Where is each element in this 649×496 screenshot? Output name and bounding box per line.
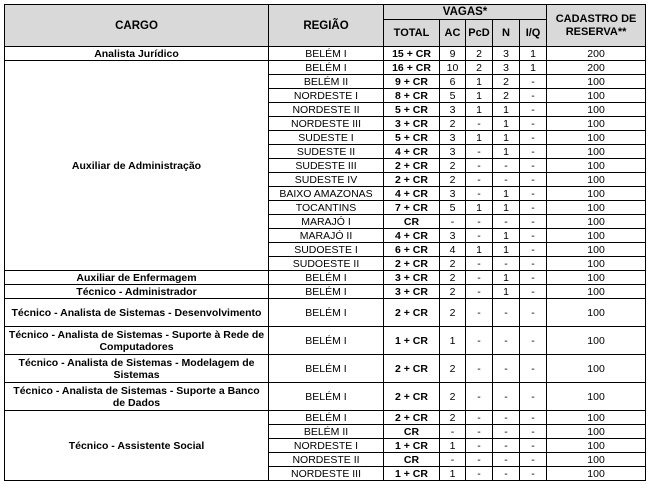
ac-cell: 2	[440, 299, 466, 327]
total-cell: 3 + CR	[384, 271, 440, 285]
cadastro-reserva-cell: 100	[547, 467, 646, 481]
ac-cell: 1	[440, 327, 466, 355]
total-cell: 3 + CR	[384, 285, 440, 299]
table-row	[5, 271, 646, 285]
cargo-cell: Técnico - Analista de Sistemas - Suporte a Banco de Dados	[5, 383, 269, 411]
cadastro-reserva-cell: 100	[547, 117, 646, 131]
cargo-cell: Técnico - Analista de Sistemas - Suporte à Rede de Computadores	[5, 327, 269, 355]
n-cell: 1	[493, 103, 520, 117]
regiao-cell: BELÉM I	[269, 383, 384, 411]
regiao-cell: NORDESTE II	[269, 103, 384, 117]
iq-cell: -	[520, 355, 547, 383]
n-cell: 1	[493, 243, 520, 257]
ac-cell: 2	[440, 355, 466, 383]
cargo-cell: Analista Jurídico	[5, 47, 269, 61]
n-cell: -	[493, 411, 520, 425]
ac-cell: 2	[440, 173, 466, 187]
pcd-cell: -	[466, 439, 493, 453]
pcd-cell: -	[466, 383, 493, 411]
iq-cell: -	[520, 117, 547, 131]
total-cell: 2 + CR	[384, 411, 440, 425]
cargo-cell: Auxiliar de Enfermagem	[5, 271, 269, 285]
total-cell: 1 + CR	[384, 467, 440, 481]
regiao-cell: SUDESTE II	[269, 145, 384, 159]
ac-cell: 5	[440, 89, 466, 103]
cadastro-reserva-cell: 100	[547, 131, 646, 145]
iq-cell: -	[520, 411, 547, 425]
iq-cell: -	[520, 75, 547, 89]
n-cell: -	[493, 355, 520, 383]
n-cell: 1	[493, 187, 520, 201]
cadastro-reserva-cell: 100	[547, 271, 646, 285]
iq-cell: -	[520, 103, 547, 117]
regiao-cell: NORDESTE I	[269, 89, 384, 103]
cadastro-reserva-cell: 200	[547, 47, 646, 61]
ac-cell: 3	[440, 187, 466, 201]
n-cell: 1	[493, 117, 520, 131]
regiao-cell: SUDESTE IV	[269, 173, 384, 187]
total-cell: 7 + CR	[384, 201, 440, 215]
n-cell: 1	[493, 285, 520, 299]
pcd-cell: -	[466, 145, 493, 159]
pcd-cell: -	[466, 355, 493, 383]
cadastro-reserva-cell: 100	[547, 327, 646, 355]
cadastro-reserva-cell: 100	[547, 439, 646, 453]
cadastro-reserva-cell: 100	[547, 103, 646, 117]
iq-cell: -	[520, 173, 547, 187]
iq-cell: -	[520, 215, 547, 229]
pcd-cell: -	[466, 285, 493, 299]
cadastro-reserva-cell: 100	[547, 383, 646, 411]
cadastro-reserva-cell: 100	[547, 159, 646, 173]
pcd-cell: -	[466, 467, 493, 481]
total-cell: 8 + CR	[384, 89, 440, 103]
pcd-cell: 2	[466, 47, 493, 61]
table-row	[5, 355, 646, 383]
header-iq: I/Q	[520, 20, 547, 47]
cadastro-reserva-cell: 100	[547, 229, 646, 243]
iq-cell: -	[520, 425, 547, 439]
ac-cell: 1	[440, 467, 466, 481]
table-body	[5, 47, 646, 481]
ac-cell: 2	[440, 411, 466, 425]
total-cell: 15 + CR	[384, 47, 440, 61]
n-cell: -	[493, 467, 520, 481]
pcd-cell: 1	[466, 89, 493, 103]
cadastro-reserva-cell: 100	[547, 285, 646, 299]
total-cell: 4 + CR	[384, 229, 440, 243]
regiao-cell: TOCANTINS	[269, 201, 384, 215]
regiao-cell: BAIXO AMAZONAS	[269, 187, 384, 201]
total-cell: 4 + CR	[384, 187, 440, 201]
ac-cell: -	[440, 453, 466, 467]
pcd-cell: -	[466, 159, 493, 173]
pcd-cell: -	[466, 327, 493, 355]
cadastro-reserva-cell: 100	[547, 145, 646, 159]
n-cell: 1	[493, 201, 520, 215]
pcd-cell: 1	[466, 243, 493, 257]
regiao-cell: BELÉM I	[269, 327, 384, 355]
cadastro-reserva-cell: 100	[547, 89, 646, 103]
header-cadastro-reserva: CADASTRO DE RESERVA**	[547, 5, 646, 47]
n-cell: 1	[493, 145, 520, 159]
regiao-cell: NORDESTE III	[269, 467, 384, 481]
total-cell: 2 + CR	[384, 159, 440, 173]
table-row	[5, 383, 646, 411]
ac-cell: 5	[440, 201, 466, 215]
cargo-cell: Técnico - Analista de Sistemas - Desenvolvimento	[5, 299, 269, 327]
total-cell: CR	[384, 453, 440, 467]
regiao-cell: NORDESTE III	[269, 117, 384, 131]
regiao-cell: BELÉM I	[269, 411, 384, 425]
header-regiao: REGIÃO	[269, 5, 384, 47]
regiao-cell: SUDESTE I	[269, 131, 384, 145]
total-cell: 6 + CR	[384, 243, 440, 257]
ac-cell: 2	[440, 383, 466, 411]
ac-cell: -	[440, 215, 466, 229]
total-cell: 16 + CR	[384, 61, 440, 75]
iq-cell: -	[520, 201, 547, 215]
pcd-cell: -	[466, 229, 493, 243]
regiao-cell: BELÉM I	[269, 271, 384, 285]
n-cell: 1	[493, 229, 520, 243]
pcd-cell: -	[466, 257, 493, 271]
cadastro-reserva-cell: 100	[547, 453, 646, 467]
regiao-cell: BELÉM I	[269, 285, 384, 299]
n-cell: 2	[493, 89, 520, 103]
n-cell: -	[493, 299, 520, 327]
regiao-cell: MARAJÓ I	[269, 215, 384, 229]
iq-cell: -	[520, 453, 547, 467]
total-cell: 2 + CR	[384, 355, 440, 383]
cadastro-reserva-cell: 100	[547, 257, 646, 271]
cadastro-reserva-cell: 100	[547, 215, 646, 229]
cadastro-reserva-cell: 100	[547, 173, 646, 187]
ac-cell: 3	[440, 103, 466, 117]
cargo-cell: Auxiliar de Administração	[5, 61, 269, 271]
ac-cell: -	[440, 425, 466, 439]
iq-cell: -	[520, 187, 547, 201]
total-cell: 5 + CR	[384, 103, 440, 117]
cadastro-reserva-cell: 100	[547, 201, 646, 215]
total-cell: 1 + CR	[384, 327, 440, 355]
table-row	[5, 327, 646, 355]
iq-cell: -	[520, 89, 547, 103]
pcd-cell: -	[466, 453, 493, 467]
n-cell: -	[493, 383, 520, 411]
n-cell: 2	[493, 75, 520, 89]
regiao-cell: BELÉM I	[269, 299, 384, 327]
total-cell: 3 + CR	[384, 117, 440, 131]
cadastro-reserva-cell: 100	[547, 299, 646, 327]
cadastro-reserva-cell: 100	[547, 355, 646, 383]
pcd-cell: -	[466, 411, 493, 425]
vacancy-table-container	[4, 4, 646, 481]
table-row	[5, 47, 646, 61]
total-cell: 2 + CR	[384, 299, 440, 327]
regiao-cell: NORDESTE II	[269, 453, 384, 467]
ac-cell: 2	[440, 257, 466, 271]
table-row	[5, 299, 646, 327]
pcd-cell: 1	[466, 201, 493, 215]
total-cell: CR	[384, 425, 440, 439]
n-cell: -	[493, 173, 520, 187]
total-cell: 2 + CR	[384, 383, 440, 411]
regiao-cell: BELÉM II	[269, 425, 384, 439]
iq-cell: 1	[520, 47, 547, 61]
iq-cell: -	[520, 439, 547, 453]
pcd-cell: -	[466, 425, 493, 439]
total-cell: 2 + CR	[384, 173, 440, 187]
pcd-cell: 2	[466, 61, 493, 75]
ac-cell: 3	[440, 145, 466, 159]
header-ac: AC	[440, 20, 466, 47]
table-row	[5, 285, 646, 299]
vacancy-table	[4, 4, 646, 481]
total-cell: 9 + CR	[384, 75, 440, 89]
header-cargo: CARGO	[5, 5, 269, 47]
iq-cell: -	[520, 229, 547, 243]
total-cell: 4 + CR	[384, 145, 440, 159]
header-vagas: VAGAS*	[384, 5, 547, 20]
n-cell: 1	[493, 131, 520, 145]
iq-cell: -	[520, 145, 547, 159]
iq-cell: -	[520, 285, 547, 299]
iq-cell: -	[520, 257, 547, 271]
total-cell: CR	[384, 215, 440, 229]
header-total: TOTAL	[384, 20, 440, 47]
iq-cell: -	[520, 383, 547, 411]
cadastro-reserva-cell: 100	[547, 75, 646, 89]
header-n: N	[493, 20, 520, 47]
cadastro-reserva-cell: 100	[547, 243, 646, 257]
regiao-cell: BELÉM I	[269, 355, 384, 383]
n-cell: -	[493, 439, 520, 453]
n-cell: -	[493, 257, 520, 271]
n-cell: -	[493, 159, 520, 173]
header-pcd: PcD	[466, 20, 493, 47]
ac-cell: 1	[440, 439, 466, 453]
iq-cell: 1	[520, 61, 547, 75]
iq-cell: -	[520, 131, 547, 145]
pcd-cell: 1	[466, 75, 493, 89]
ac-cell: 6	[440, 75, 466, 89]
cargo-cell: Técnico - Analista de Sistemas - Modelagem de Sistemas	[5, 355, 269, 383]
iq-cell: -	[520, 467, 547, 481]
n-cell: 1	[493, 271, 520, 285]
ac-cell: 2	[440, 117, 466, 131]
iq-cell: -	[520, 271, 547, 285]
regiao-cell: BELÉM I	[269, 61, 384, 75]
cargo-cell: Técnico - Assistente Social	[5, 411, 269, 481]
n-cell: -	[493, 327, 520, 355]
regiao-cell: NORDESTE I	[269, 439, 384, 453]
ac-cell: 4	[440, 243, 466, 257]
total-cell: 1 + CR	[384, 439, 440, 453]
pcd-cell: 1	[466, 103, 493, 117]
pcd-cell: -	[466, 215, 493, 229]
table-row	[5, 61, 646, 75]
n-cell: -	[493, 425, 520, 439]
n-cell: 3	[493, 61, 520, 75]
total-cell: 5 + CR	[384, 131, 440, 145]
regiao-cell: BELÉM II	[269, 75, 384, 89]
iq-cell: -	[520, 243, 547, 257]
regiao-cell: SUDOESTE I	[269, 243, 384, 257]
cadastro-reserva-cell: 200	[547, 61, 646, 75]
total-cell: 2 + CR	[384, 257, 440, 271]
n-cell: -	[493, 215, 520, 229]
n-cell: 3	[493, 47, 520, 61]
n-cell: -	[493, 453, 520, 467]
ac-cell: 2	[440, 159, 466, 173]
iq-cell: -	[520, 327, 547, 355]
ac-cell: 2	[440, 271, 466, 285]
cadastro-reserva-cell: 100	[547, 187, 646, 201]
ac-cell: 3	[440, 229, 466, 243]
regiao-cell: MARAJÓ II	[269, 229, 384, 243]
cadastro-reserva-cell: 100	[547, 411, 646, 425]
cargo-cell: Técnico - Administrador	[5, 285, 269, 299]
iq-cell: -	[520, 159, 547, 173]
ac-cell: 10	[440, 61, 466, 75]
pcd-cell: -	[466, 187, 493, 201]
cadastro-reserva-cell: 100	[547, 425, 646, 439]
pcd-cell: -	[466, 271, 493, 285]
ac-cell: 9	[440, 47, 466, 61]
regiao-cell: SUDOESTE II	[269, 257, 384, 271]
pcd-cell: 1	[466, 131, 493, 145]
table-row	[5, 411, 646, 425]
iq-cell: -	[520, 299, 547, 327]
regiao-cell: BELÉM I	[269, 47, 384, 61]
ac-cell: 2	[440, 285, 466, 299]
pcd-cell: -	[466, 173, 493, 187]
pcd-cell: -	[466, 117, 493, 131]
ac-cell: 3	[440, 131, 466, 145]
pcd-cell: -	[466, 299, 493, 327]
regiao-cell: SUDESTE III	[269, 159, 384, 173]
